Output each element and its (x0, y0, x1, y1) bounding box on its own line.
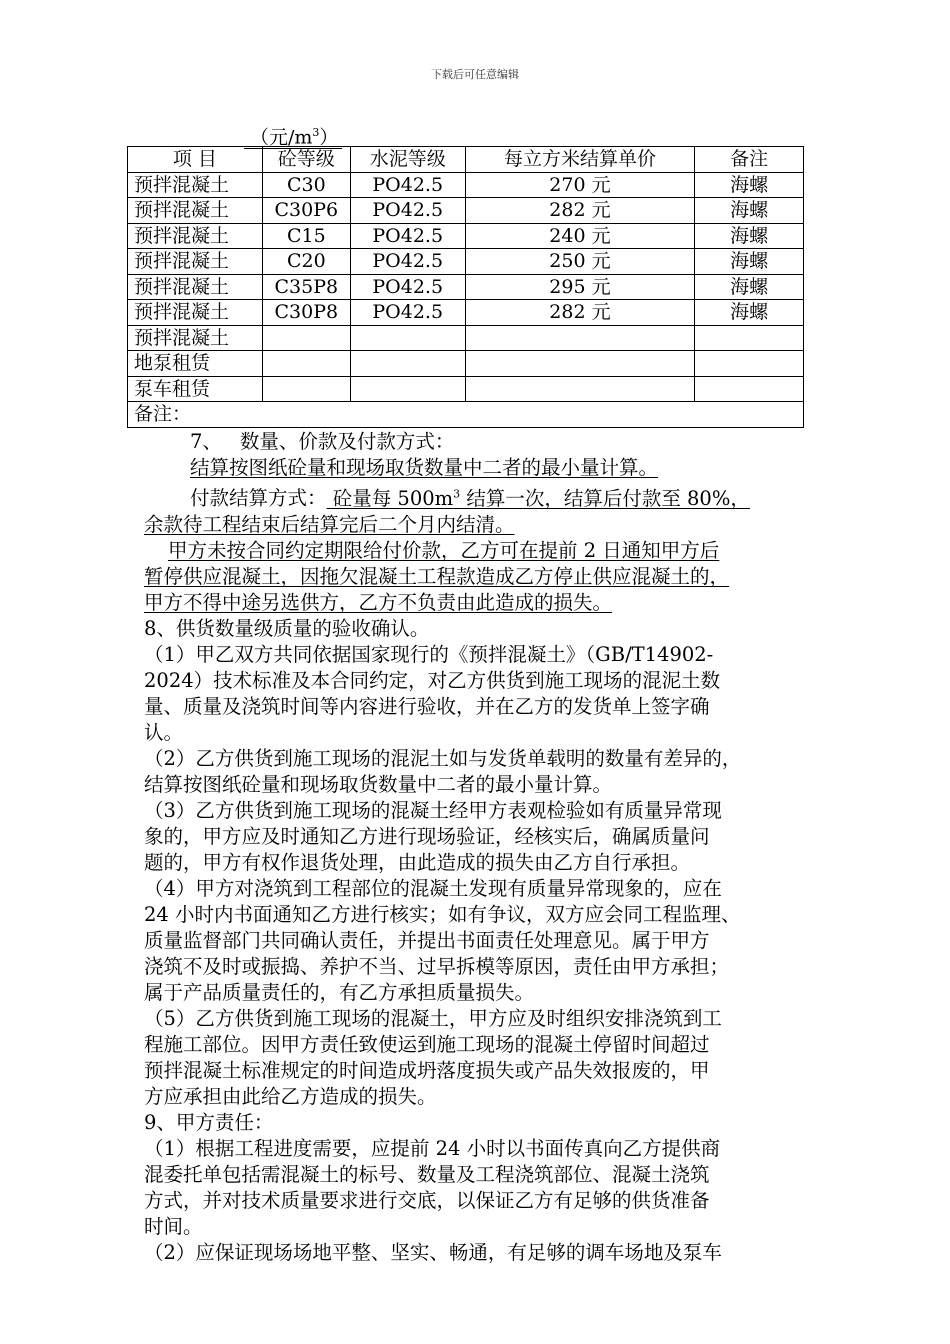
table-cell: 海螺 (695, 198, 804, 224)
table-cell (695, 351, 804, 377)
table-cell: 预拌混凝土 (128, 172, 263, 198)
section7-settle: 结算按图纸砼量和现场取货数量中二者的最小量计算。 (190, 456, 659, 479)
section7-number: 7、 (190, 430, 222, 453)
section7-pay-line2: 余款待工程结束后结算完后二个月内结清。 (144, 512, 515, 536)
table-header-cell: 砼等级 (262, 147, 350, 173)
table-header-cell: 项 目 (128, 147, 263, 173)
clause-line: 结算按图纸砼量和现场取货数量中二者的最小量计算。 (144, 772, 613, 796)
clause-line: 混委托单包括需混凝土的标号、数量及工程浇筑部位、混凝土浇筑 (144, 1162, 710, 1186)
section8-items (144, 642, 824, 1110)
table-row (128, 172, 804, 198)
section7-title: 数量、价款及付款方式： (239, 430, 455, 453)
table-cell: 海螺 (695, 172, 804, 198)
section8-title: 8、供货数量级质量的验收确认。 (144, 616, 430, 640)
unit-sup: 3 (312, 126, 320, 139)
table-note-row (128, 402, 804, 428)
table-cell: 282 元 (465, 198, 695, 224)
table-header-row (128, 147, 804, 173)
table-cell (465, 351, 695, 377)
table-cell: 预拌混凝土 (128, 274, 263, 300)
table-row (128, 198, 804, 224)
table-cell: PO42.5 (350, 274, 465, 300)
table-cell (350, 351, 465, 377)
unit-suffix: ） (319, 126, 339, 149)
table-cell: 预拌混凝土 (128, 249, 263, 275)
table-row (128, 376, 804, 402)
clause-line: 24 小时内书面通知乙方进行核实；如有争议，双方应会同工程监理、 (144, 902, 741, 926)
table-cell: C30 (262, 172, 350, 198)
clause-line: 属于产品质量责任的，有乙方承担质量损失。 (144, 980, 535, 1004)
clause-line: 方式，并对技术质量要求进行交底，以保证乙方有足够的供货准备 (144, 1188, 710, 1212)
section7-heading (144, 429, 824, 455)
clause-line: 量、质量及浇筑时间等内容进行验收，并在乙方的发货单上签字确 (144, 694, 710, 718)
clause-line: 2024）技术标准及本合同约定，对乙方供货到施工现场的混泥土数 (144, 668, 721, 692)
table-row (128, 249, 804, 275)
contract-body (144, 429, 824, 1266)
table-cell (262, 325, 350, 351)
table-cell (350, 325, 465, 351)
table-cell (695, 325, 804, 351)
clause-line: 浇筑不及时或振捣、养护不当、过早拆模等原因，责任由甲方承担； (144, 954, 730, 978)
table-cell: 250 元 (465, 249, 695, 275)
table-cell: PO42.5 (350, 300, 465, 326)
penalty-line-1: 甲方未按合同约定期限给付价款，乙方可在提前 2 日通知甲方后 (168, 538, 720, 562)
table-cell (262, 351, 350, 377)
penalty-line-2: 暂停供应混凝土，因拖欠混凝土工程款造成乙方停止供应混凝土的， (144, 564, 730, 588)
table-cell: PO42.5 (350, 223, 465, 249)
table-row (128, 351, 804, 377)
table-row (128, 325, 804, 351)
price-table (127, 146, 804, 428)
clause-line: （5）乙方供货到施工现场的混凝土，甲方应及时组织安排浇筑到工 (144, 1006, 722, 1030)
table-header-cell: 水泥等级 (350, 147, 465, 173)
table-cell: 预拌混凝土 (128, 300, 263, 326)
section7-pay: 付款结算方式： 砼量每 $500m^3$ 结算一次，结算后付款至 80%， (190, 486, 750, 510)
table-cell: 海螺 (695, 223, 804, 249)
table-row (128, 274, 804, 300)
table-cell: PO42.5 (350, 249, 465, 275)
unit-prefix: （元/m (250, 126, 313, 149)
section9-items (144, 1136, 824, 1266)
table-cell: 海螺 (695, 300, 804, 326)
pay-terms: 砼量每 $500m^3$ 结算一次，结算后付款至 80%， (326, 486, 750, 510)
clause-line: （4）甲方对浇筑到工程部位的混凝土发现有质量异常现象的，应在 (144, 876, 722, 900)
table-cell: 270 元 (465, 172, 695, 198)
table-header-cell: 备注 (695, 147, 804, 173)
clause-line: （1）甲乙双方共同依据国家现行的《预拌混凝土》（GB/T14902- (144, 642, 714, 666)
table-cell: C30P6 (262, 198, 350, 224)
clause-line: 预拌混凝土标准规定的时间造成坍落度损失或产品失效报废的，甲 (144, 1058, 710, 1082)
clause-line: 题的，甲方有权作退货处理，由此造成的损失由乙方自行承担。 (144, 850, 691, 874)
table-note-label: 备注： (128, 402, 804, 428)
table-cell: 295 元 (465, 274, 695, 300)
table-row (128, 223, 804, 249)
table-cell: 预拌混凝土 (128, 325, 263, 351)
table-cell: 海螺 (695, 249, 804, 275)
clause-line: 方应承担由此给乙方造成的损失。 (144, 1084, 437, 1108)
table-cell: C30P8 (262, 300, 350, 326)
table-cell: 泵车租赁 (128, 376, 263, 402)
clause-line: 象的，甲方应及时通知乙方进行现场验证，经核实后，确属质量问 (144, 824, 710, 848)
table-cell: 282 元 (465, 300, 695, 326)
table-cell: 240 元 (465, 223, 695, 249)
clause-line: （2）乙方供货到施工现场的混泥土如与发货单载明的数量有差异的， (144, 746, 742, 770)
page-header: 下载后可任意编辑 (431, 68, 519, 81)
table-header-cell: 每立方米结算单价 (465, 147, 695, 173)
table-cell: 地泵租赁 (128, 351, 263, 377)
table-cell: C15 (262, 223, 350, 249)
table-row (128, 300, 804, 326)
table-cell: PO42.5 (350, 172, 465, 198)
table-cell (350, 376, 465, 402)
table-cell: 预拌混凝土 (128, 223, 263, 249)
clause-line: 认。 (144, 720, 184, 744)
clause-line: 时间。 (144, 1214, 203, 1238)
table-cell: 预拌混凝土 (128, 198, 263, 224)
table-cell (465, 376, 695, 402)
table-cell: C35P8 (262, 274, 350, 300)
table-cell: PO42.5 (350, 198, 465, 224)
table-cell: 海螺 (695, 274, 804, 300)
clause-line: （2）应保证现场场地平整、坚实、畅通，有足够的调车场地及泵车 (144, 1240, 722, 1264)
clause-line: （1）根据工程进度需要，应提前 24 小时以书面传真向乙方提供商 (144, 1136, 721, 1160)
penalty-line-3: 甲方不得中途另选供方，乙方不负责由此造成的损失。 (144, 590, 613, 614)
clause-line: 质量监督部门共同确认责任，并提出书面责任处理意见。属于甲方 (144, 928, 710, 952)
section9-title: 9、甲方责任： (144, 1110, 274, 1134)
clause-line: 程施工部位。因甲方责任致使运到施工现场的混凝土停留时间超过 (144, 1032, 710, 1056)
clause-line: （3）乙方供货到施工现场的混凝土经甲方表观检验如有质量异常现 (144, 798, 722, 822)
table-cell (695, 376, 804, 402)
table-cell (465, 325, 695, 351)
table-cell (262, 376, 350, 402)
table-cell: C20 (262, 249, 350, 275)
